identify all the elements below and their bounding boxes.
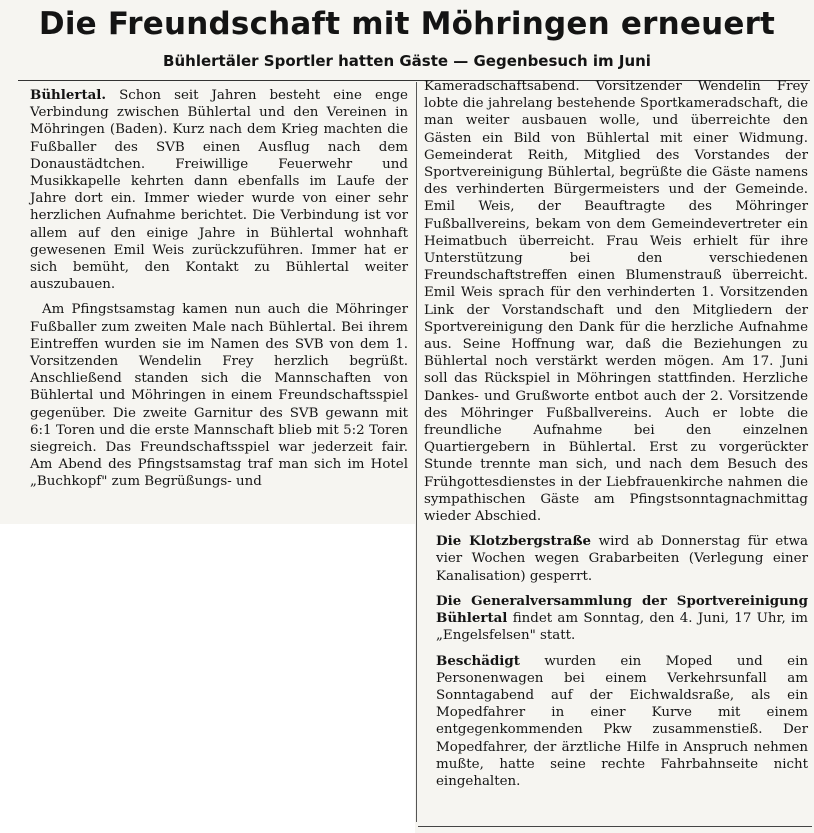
local-note-lead: Die Klotzbergstraße <box>436 533 592 550</box>
local-note-text: wurden ein Moped und ein Personenwagen bei einem Verkehrsunfall am Sonntagabend auf der Eichwaldsraße, als ein Mopedfahrer in einer Kurve mit einem entgegenkommenden Pkw zusammenstieß. Der Mopedfahrer, der ärztliche Hilfe in Anspruch nehmen mußte, hatte seine rechte Fahrbahnseite nicht eingehalten. <box>436 653 808 789</box>
paragraph-intro <box>30 87 408 293</box>
local-note-text: wird ab Donnerstag für etwa vier Wochen wegen Grabarbeiten (Verlegung einer Kanalisation) gesperrt. <box>436 534 809 584</box>
headline: Die Freundschaft mit Möhringen erneuert <box>38 6 776 42</box>
bottom-rule <box>418 826 812 827</box>
local-note-text: findet am Sonntag, den 4. Juni, 17 Uhr, im „Engelsfelsen" statt. <box>436 611 808 644</box>
column-divider <box>416 82 417 822</box>
paragraph-intro-text: Schon seit Jahren besteht eine enge Verbindung zwischen Bühlertal und den Vereinen in Möhringen (Baden). Kurz nach dem Krieg machten die Fußballer des SVB einen Ausflug nach dem Donaustädtchen. Freiwillige Feuerwehr und Musikkapelle kehrten dann ebenfalls im Laufe der Jahre dort ein. Immer wieder wurde von einer sehr herzlichen Aufnahme berichtet. Die Verbindung ist vor allem auf den einige Jahre in Bühlertal wohnhaft gewesenen Emil Weis zurückzuführen. Immer hat er sich bemüht, den Kontakt zu Bühlertal weiter auszubauen. <box>30 88 408 293</box>
subheadline: Bühlertäler Sportler hatten Gäste — Gegenbesuch im Juni <box>163 52 651 70</box>
paragraph-match-report <box>30 301 408 490</box>
local-note-lead: Beschädigt <box>436 652 520 669</box>
local-note-3 <box>424 653 808 791</box>
local-note-2 <box>424 593 808 645</box>
paragraph-match-report-continued: Kameradschaftsabend. Vorsitzender Wendelin Frey lobte die jahrelang bestehende Sportkameradschaft, die man weiter ausbauen wolle, und überreichte den Gästen ein Bild von Bühlertal mit einer Widmung. Gemeinderat Reith, Mitglied des Vorstandes der Sportvereinigung Bühlertal, begrüßte die Gäste namens des verhinderten Bürgermeisters und der Gemeinde. Emil Weis, der Beauftragte des Möhringer Fußballvereins, bekam von dem Gemeindevertreter ein Heimatbuch überreicht. Frau Weis erhielt für ihre Unterstützung bei den verschiedenen Freundschaftstreffen einen Blumenstrauß überreicht. Emil Weis sprach für den verhinderten 1. Vorsitzenden Link der Vorstandschaft und den Mitgliedern der Sportvereinigung den Dank für die herzliche Aufnahme aus. Seine Hoffnung war, daß die Beziehungen zu Bühlertal noch verstärkt werden mögen. Am 17. Juni soll das Rückspiel in Möhringen stattfinden. Herzliche Dankes- und Grußworte entbot auch der 2. Vorsitzende des Möhringer Fußballvereins. Auch er lobte die freundliche Aufnahme bei den einzelnen Quartiergebern in Bühlertal. Erst zu vorgerückter Stunde trennte man sich, und nach dem Besuch des Frühgottesdienstes in der Liebfrauenkirche nahmen die sympathischen Gäste am Pfingstsonntagnachmittag wieder Abschied. <box>424 79 808 525</box>
column-left <box>30 87 408 491</box>
blank-area <box>0 524 415 833</box>
dateline: Bühlertal. <box>30 87 107 103</box>
local-note-lead: Die Generalversammlung der Sportvereinigung Bühlertal <box>436 592 808 627</box>
column-right <box>424 78 808 790</box>
paragraph-match-report-part1: Am Pfingstsamstag kamen nun auch die Möhringer Fußballer zum zweiten Male nach Bühlertal. Bei ihrem Eintreffen wurden sie im Namen des SVB von dem 1. Vorsitzenden Wendelin Frey herzlich begrüßt. Anschließend standen sich die Mannschaften von Bühlertal und Möhringen in einem Freundschaftsspiel gegenüber. Die zweite Garnitur des SVB gewann mit 6:1 Toren und die erste Mannschaft blieb mit 5:2 Toren siegreich. Das Freundschaftsspiel war jederzeit fair. Am Abend des Pfingstsamstag traf man sich im Hotel „Buchkopf" zum Begrüßungs- und <box>30 302 408 490</box>
local-note-1 <box>424 533 808 585</box>
